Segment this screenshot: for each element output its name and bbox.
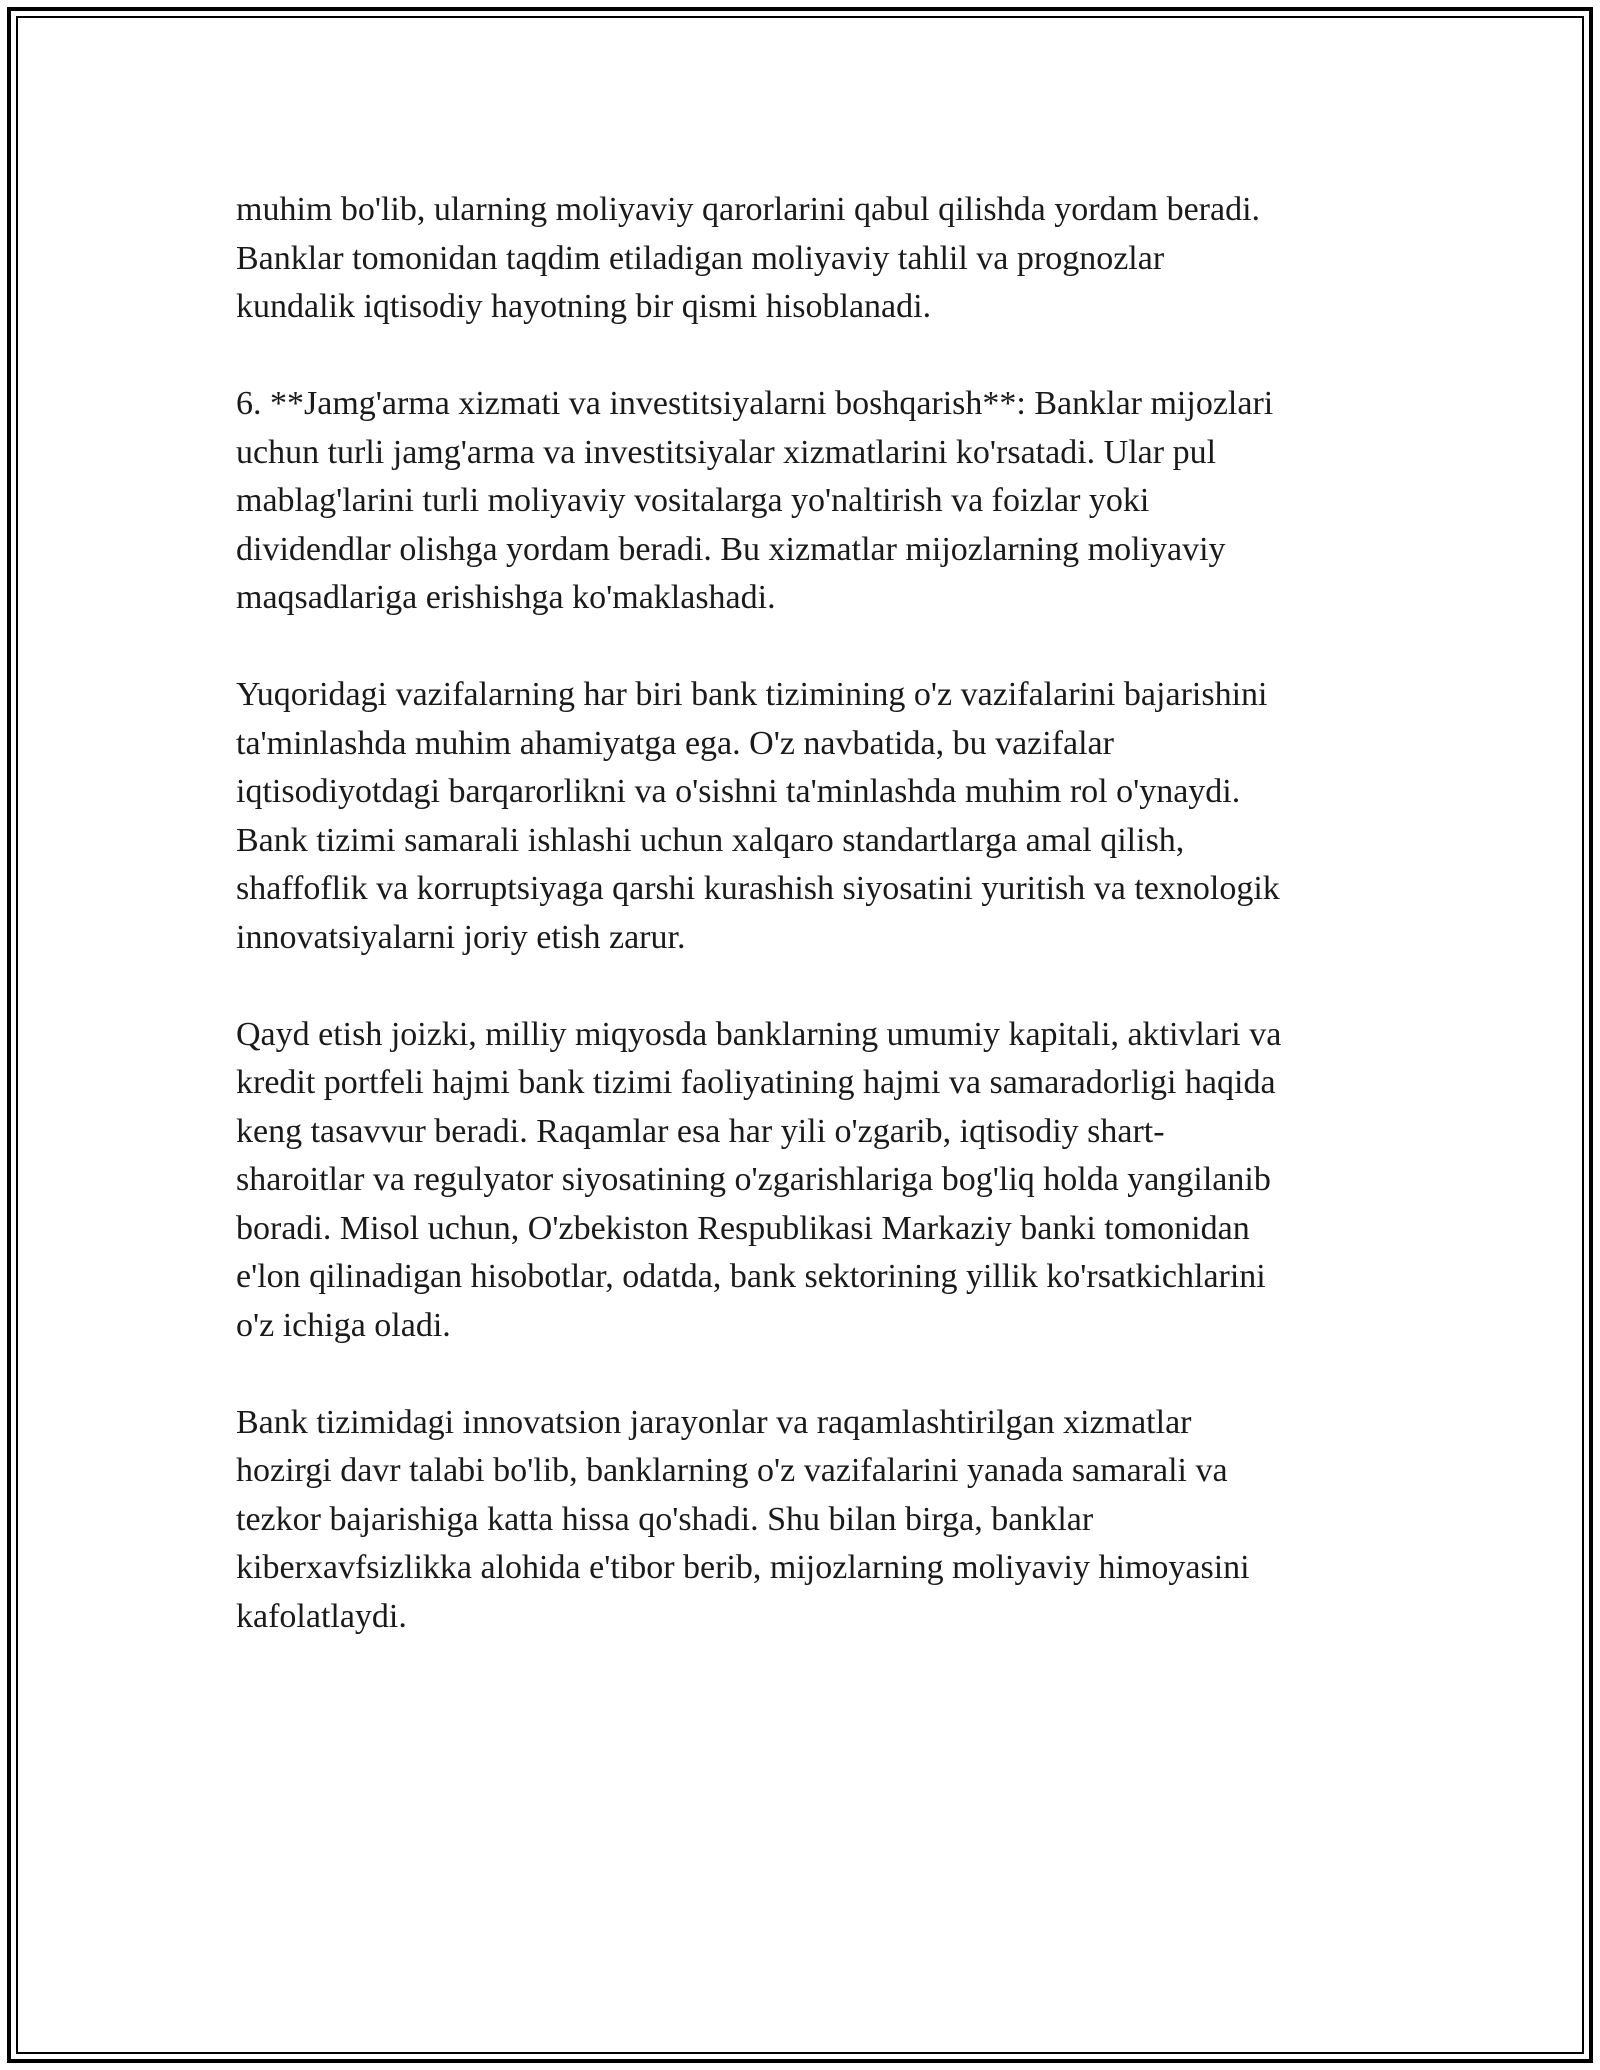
text-line: 6. **Jamg'arma xizmati va investitsiyalarni boshqarish**: Banklar mijozlari	[236, 385, 1274, 422]
text-line: boradi. Misol uchun, O'zbekiston Respublikasi Markaziy banki tomonidan	[236, 1209, 1250, 1247]
text-line: Bank tizimi samarali ishlashi uchun xalqaro standartlarga amal qilish,	[236, 821, 1185, 859]
text-line: Yuqoridagi vazifalarning har biri bank tizimining o'z vazifalarini bajarishini	[236, 676, 1268, 713]
text-line: kiberxavfsizlikka alohida e'tibor berib, mijozlarning moliyaviy himoyasini	[236, 1549, 1250, 1586]
text-line: Banklar tomonidan taqdim etiladigan moliyaviy tahlil va prognozlar	[236, 239, 1165, 277]
paragraph-intro-continuation	[236, 186, 1366, 332]
text-line: kafolatlaydi.	[236, 1597, 407, 1635]
paragraph-national-scale	[236, 1011, 1366, 1351]
document-body	[236, 186, 1366, 1690]
text-line: kundalik iqtisodiy hayotning bir qismi hisoblanadi.	[236, 288, 932, 325]
text-line: e'lon qilinadigan hisobotlar, odatda, bank sektorining yillik ko'rsatkichlarini	[236, 1258, 1266, 1295]
text-line: tezkor bajarishiga katta hissa qo'shadi. Shu bilan birga, banklar	[236, 1500, 1094, 1538]
text-line: sharoitlar va regulyator siyosatining o'zgarishlariga bog'liq holda yangilanib	[236, 1161, 1271, 1198]
text-line: ta'minlashda muhim ahamiyatga ega. O'z navbatida, bu vazifalar	[236, 724, 1114, 762]
text-line: innovatsiyalarni joriy etish zarur.	[236, 918, 686, 956]
text-line: uchun turli jamg'arma va investitsiyalar xizmatlarini ko'rsatadi. Ular pul	[236, 433, 1217, 471]
text-line: keng tasavvur beradi. Raqamlar esa har yili o'zgarib, iqtisodiy shart-	[236, 1112, 1165, 1150]
text-line: mablag'larini turli moliyaviy vositalarga yo'naltirish va foizlar yoki	[236, 482, 1150, 519]
text-line: maqsadlariga erishishga ko'maklashadi.	[236, 579, 776, 616]
text-line: iqtisodiyotdagi barqarorlikni va o'sishni ta'minlashda muhim rol o'ynaydi.	[236, 773, 1241, 810]
paragraph-summary	[236, 671, 1366, 962]
text-line: muhim bo'lib, ularning moliyaviy qarorlarini qabul qilishda yordam beradi.	[236, 191, 1261, 228]
paragraph-item-6	[236, 380, 1366, 623]
text-line: Bank tizimidagi innovatsion jarayonlar va raqamlashtirilgan xizmatlar	[236, 1403, 1192, 1441]
paragraph-innovation	[236, 1399, 1366, 1642]
text-line: shaffoflik va korruptsiyaga qarshi kurashish siyosatini yuritish va texnologik	[236, 870, 1280, 907]
text-line: o'z ichiga oladi.	[236, 1306, 451, 1344]
text-line: kredit portfeli hajmi bank tizimi faoliyatining hajmi va samaradorligi haqida	[236, 1064, 1276, 1101]
text-line: Qayd etish joizki, milliy miqyosda banklarning umumiy kapitali, aktivlari va	[236, 1015, 1282, 1053]
text-line: hozirgi davr talabi bo'lib, banklarning o'z vazifalarini yanada samarali va	[236, 1452, 1228, 1489]
text-line: dividendlar olishga yordam beradi. Bu xizmatlar mijozlarning moliyaviy	[236, 530, 1226, 568]
